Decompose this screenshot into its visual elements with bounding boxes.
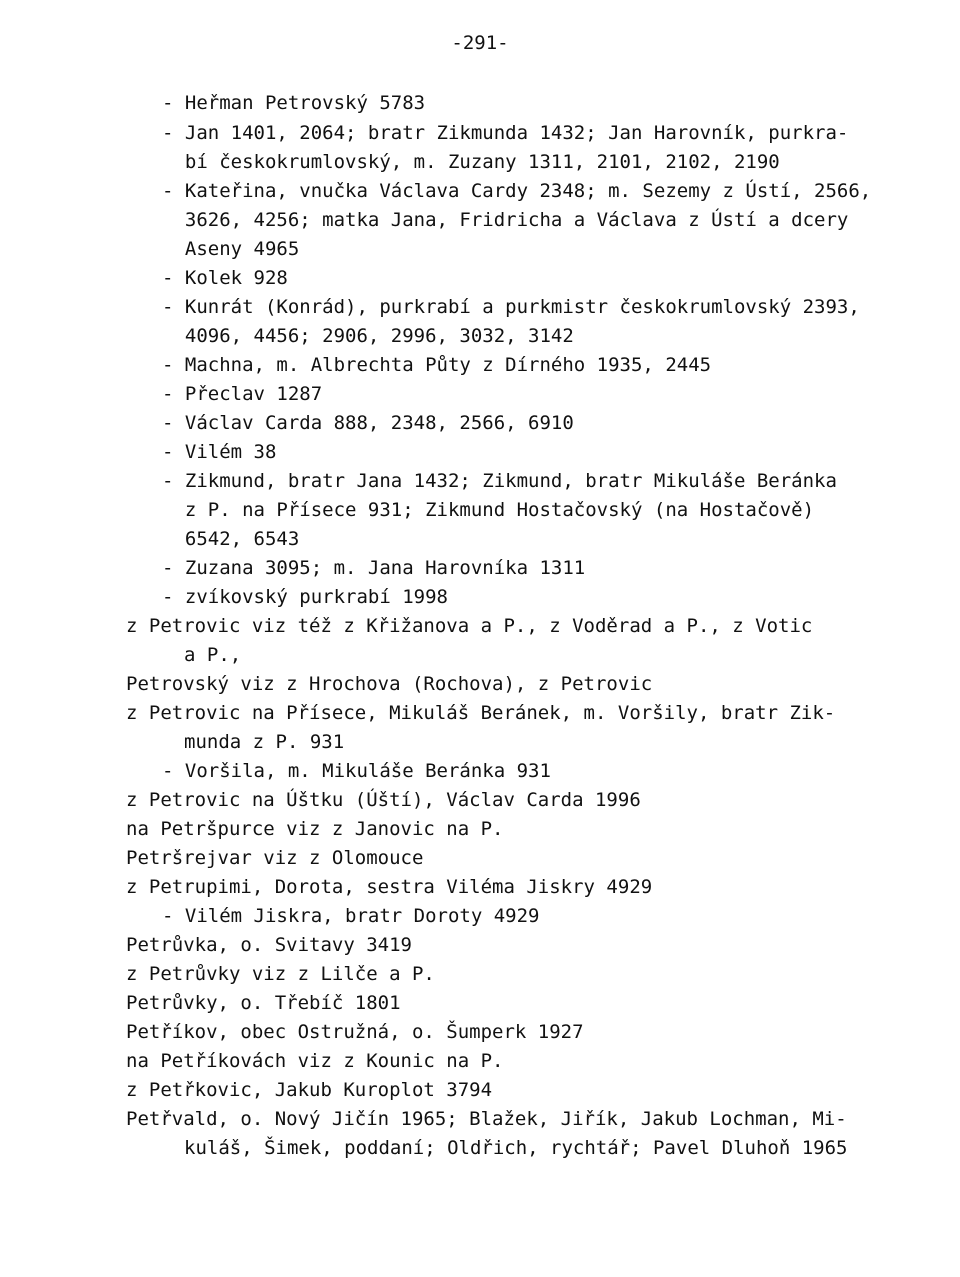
entry-line: Petříkov, obec Ostružná, o. Šumperk 1927: [126, 1021, 584, 1043]
entry-line: 6542, 6543: [162, 528, 300, 550]
entry-line: - Kunrát (Konrád), purkrabí a purkmistr českokrumlovský 2393,: [162, 296, 860, 318]
entry-line: na Petříkovách viz z Kounic na P.: [126, 1050, 504, 1072]
page-number: -291-: [451, 32, 509, 54]
entry-line: 4096, 4456; 2906, 2996, 3032, 3142: [162, 325, 574, 347]
entry-line: Aseny 4965: [162, 238, 300, 260]
entry-line: z P. na Přísece 931; Zikmund Hostačovský (na Hostačově): [162, 499, 815, 521]
entry-line: kuláš, Šimek, poddaní; Oldřich, rychtář; Pavel Dluhoň 1965: [184, 1137, 848, 1159]
entry-line: - Kateřina, vnučka Václava Cardy 2348; m. Sezemy z Ústí, 2566,: [162, 180, 872, 202]
entry-line: z Petrovic na Úštku (Úští), Václav Carda 1996: [126, 789, 641, 811]
entry-line: Petršrejvar viz z Olomouce: [126, 847, 424, 869]
entry-line: - zvíkovský purkrabí 1998: [162, 586, 448, 608]
entry-line: - Jan 1401, 2064; bratr Zikmunda 1432; Jan Harovník, purkra-: [162, 122, 849, 144]
entry-line: bí českokrumlovský, m. Zuzany 1311, 2101, 2102, 2190: [162, 151, 780, 173]
entry-line: - Václav Carda 888, 2348, 2566, 6910: [162, 412, 574, 434]
entry-line: z Petrovic viz též z Křižanova a P., z Voděrad a P., z Votic: [126, 615, 813, 637]
entry-line: 3626, 4256; matka Jana, Fridricha a Václava z Ústí a dcery: [162, 209, 849, 231]
entry-line: munda z P. 931: [184, 731, 345, 753]
entry-line: na Petršpurce viz z Janovic na P.: [126, 818, 504, 840]
entry-line: - Zikmund, bratr Jana 1432; Zikmund, bratr Mikuláše Beránka: [162, 470, 837, 492]
entry-line: - Vilém 38: [162, 441, 277, 463]
entry-line: a P.,: [184, 644, 242, 666]
entry-line: Petřvald, o. Nový Jičín 1965; Blažek, Jiřík, Jakub Lochman, Mi-: [126, 1108, 847, 1130]
entry-line: Petrovský viz z Hrochova (Rochova), z Petrovic: [126, 673, 653, 695]
entry-line: - Heřman Petrovský 5783: [162, 92, 426, 114]
entry-line: - Voršila, m. Mikuláše Beránka 931: [162, 760, 551, 782]
entry-line: Petrůvky, o. Třebíč 1801: [126, 992, 401, 1014]
entry-line: z Petrůvky viz z Lilče a P.: [126, 963, 435, 985]
entry-line: - Vilém Jiskra, bratr Doroty 4929: [162, 905, 540, 927]
entry-line: - Kolek 928: [162, 267, 288, 289]
entry-line: z Petřkovic, Jakub Kuroplot 3794: [126, 1079, 493, 1101]
entry-line: z Petrupimi, Dorota, sestra Viléma Jiskry 4929: [126, 876, 653, 898]
entry-line: - Přeclav 1287: [162, 383, 323, 405]
entry-line: - Machna, m. Albrechta Půty z Dírného 1935, 2445: [162, 354, 712, 376]
entry-line: z Petrovic na Přísece, Mikuláš Beránek, m. Voršily, bratr Zik-: [126, 702, 836, 724]
entry-line: - Zuzana 3095; m. Jana Harovníka 1311: [162, 557, 586, 579]
entry-line: Petrůvka, o. Svitavy 3419: [126, 934, 412, 956]
